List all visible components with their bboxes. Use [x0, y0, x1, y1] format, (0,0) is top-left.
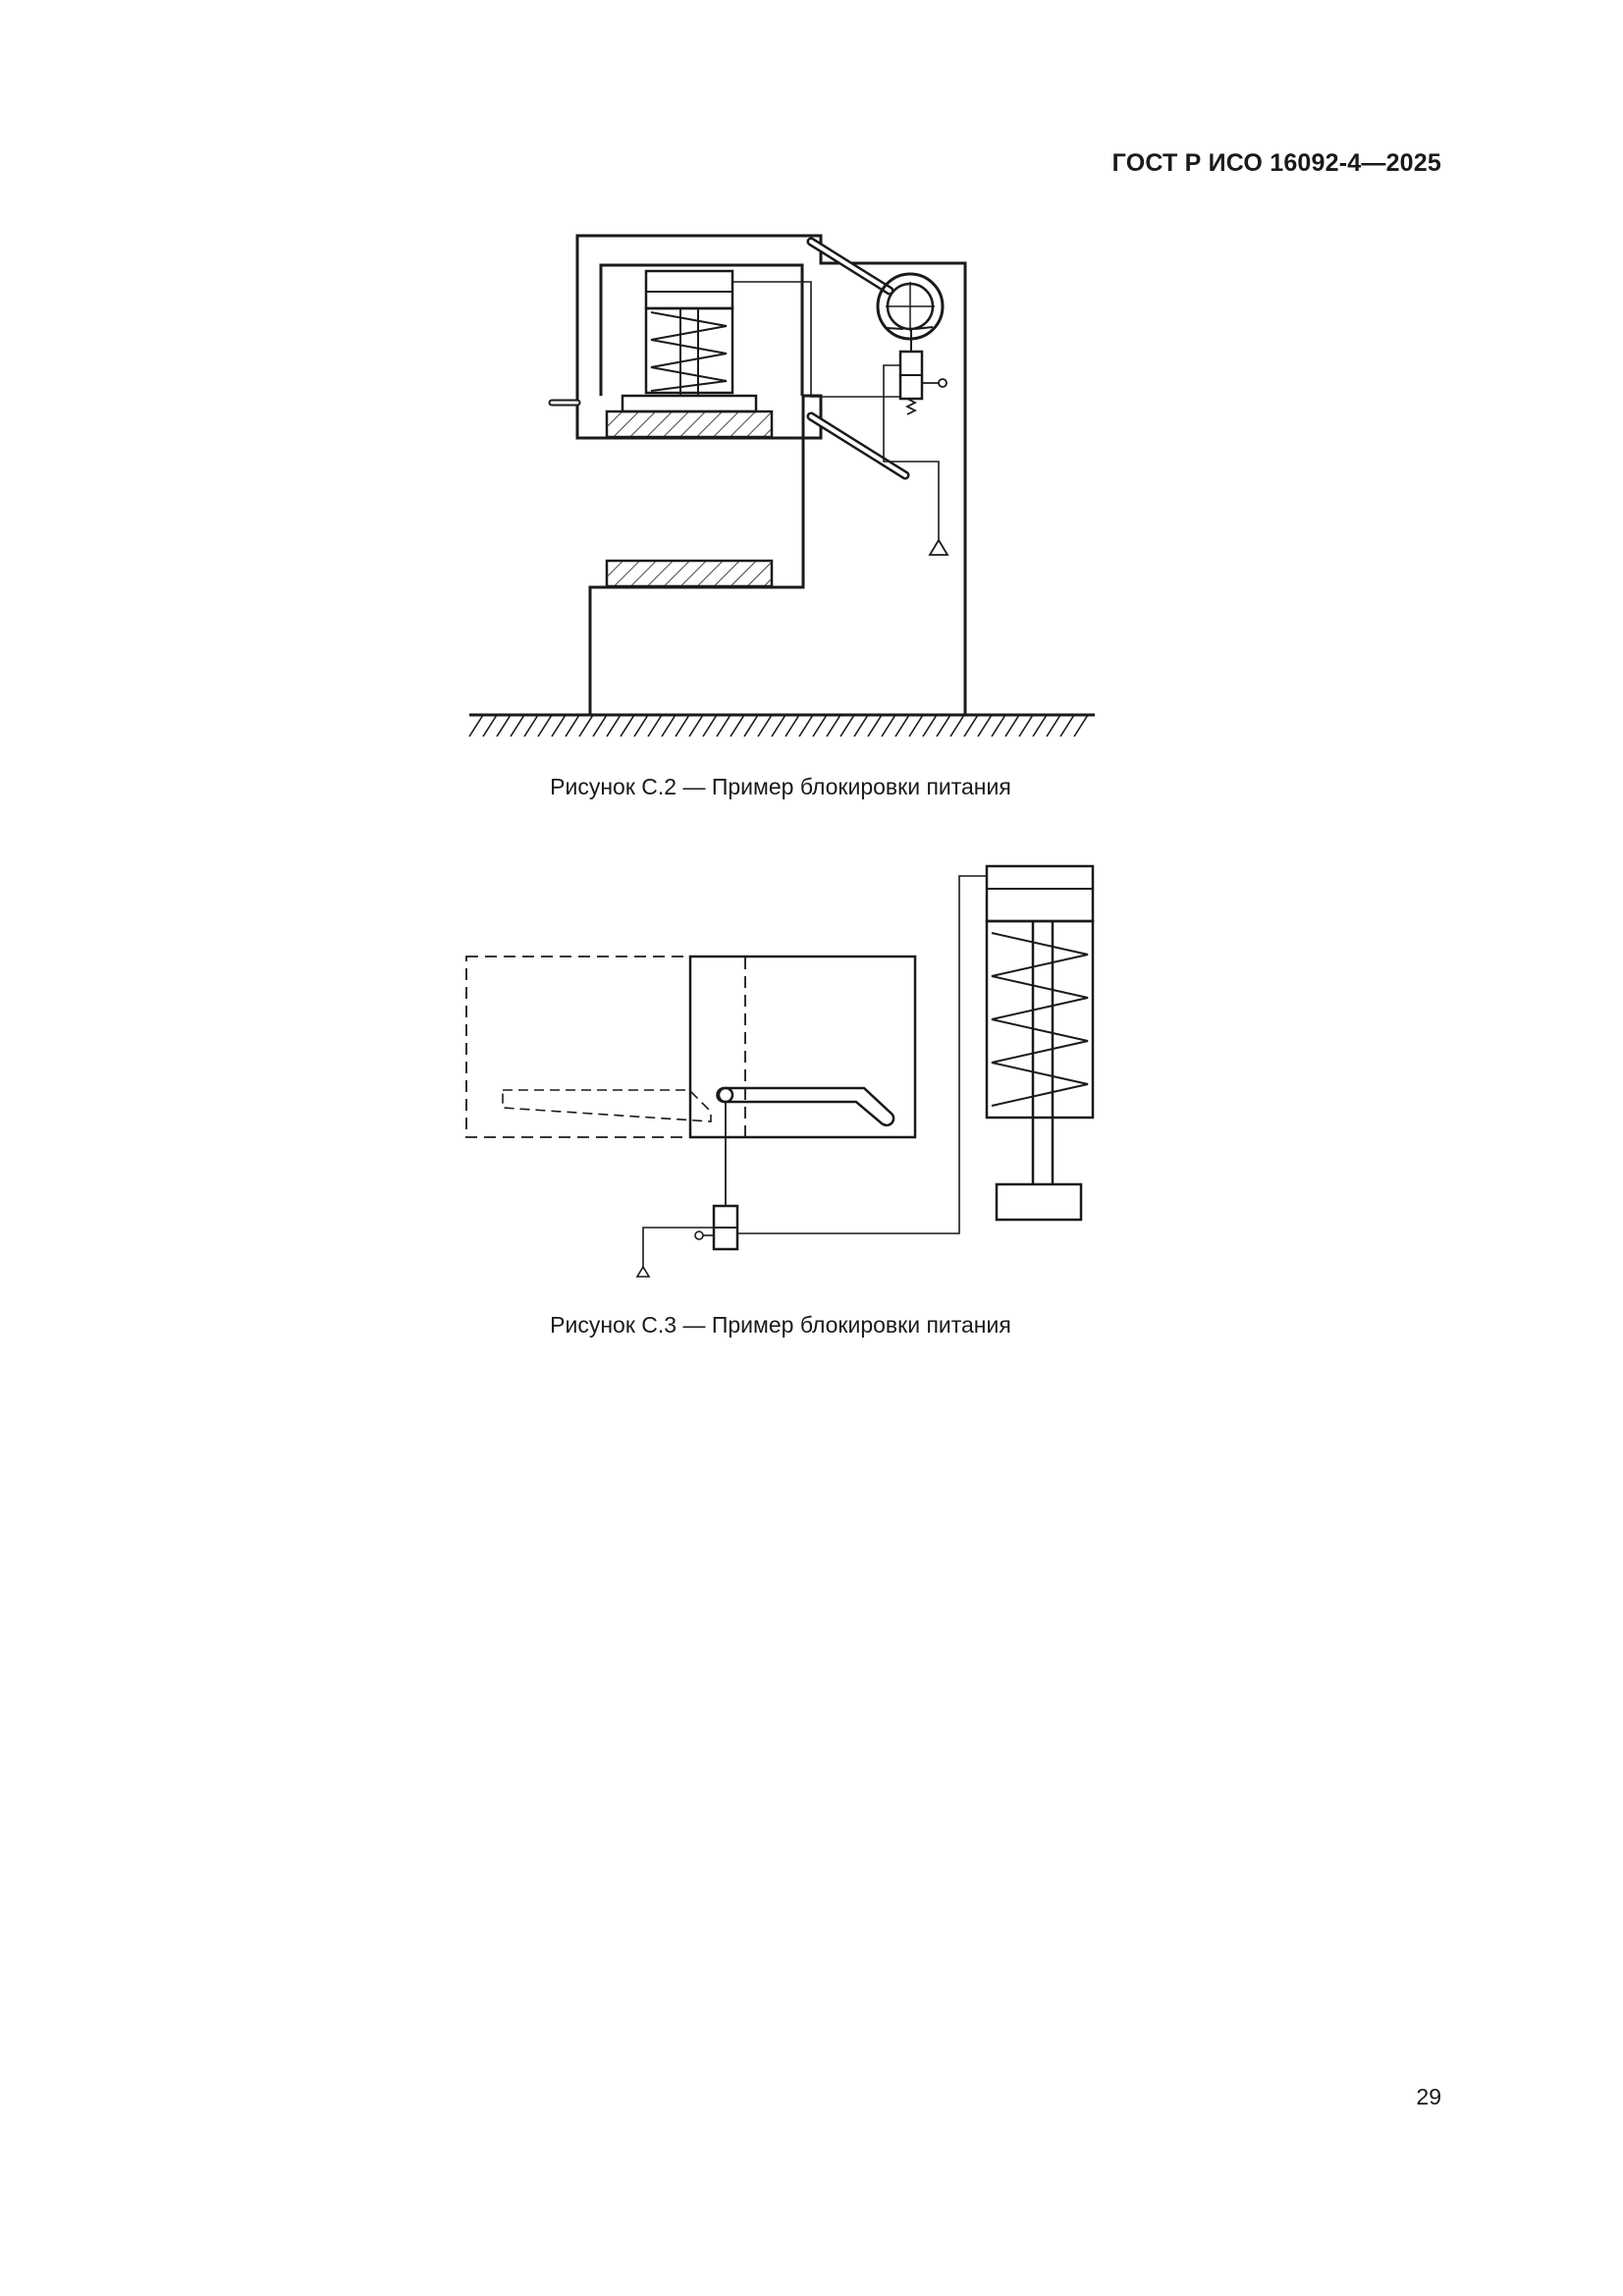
ram-plate [622, 396, 756, 411]
exhaust-triangle [930, 540, 947, 555]
document-header: ГОСТ Р ИСО 16092-4—2025 [1111, 149, 1441, 177]
guard-open-position [466, 957, 745, 1137]
press-cylinder-body [987, 921, 1093, 1118]
page-number: 29 [1416, 2084, 1441, 2109]
air-line [732, 282, 900, 397]
figure-c3-drawing [466, 866, 1093, 1277]
guard-slot [718, 1088, 894, 1125]
cylinder-head [646, 271, 732, 308]
lower-die [607, 561, 772, 586]
press-ram-block [997, 1184, 1081, 1220]
upper-die [607, 411, 772, 437]
spring [651, 312, 727, 391]
guard-closed-position [690, 957, 915, 1137]
figure-c3-caption: Рисунок С.3 — Пример блокировки питания [550, 1312, 1011, 1338]
figure-c2-caption: Рисунок С.2 — Пример блокировки питания [550, 774, 1011, 799]
press-cylinder-head [987, 866, 1093, 921]
